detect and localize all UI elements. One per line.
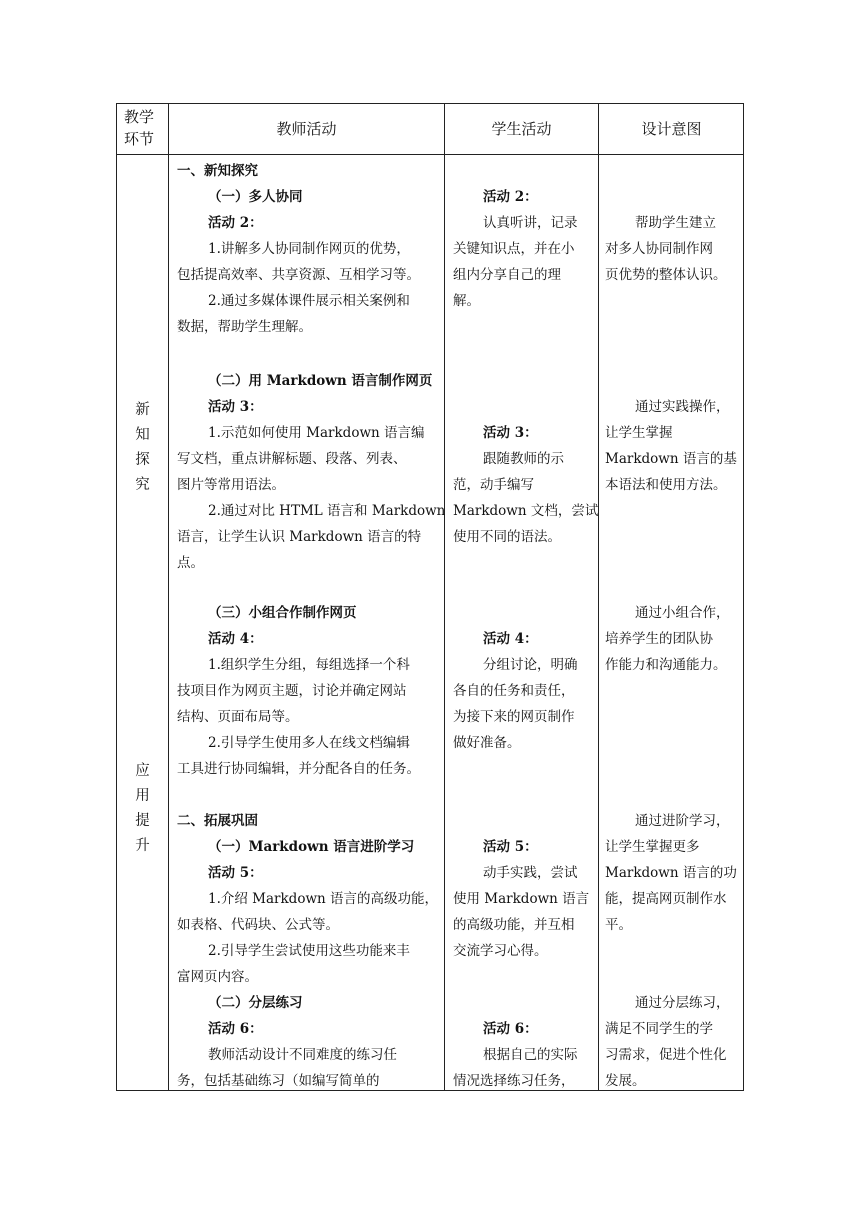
design-text: 让学生掌握更多 [605,839,700,855]
design-text: 发展。 [605,1073,646,1089]
student-text: 跟随教师的示 [483,451,564,467]
subsection-title: （一）Markdown 语言进阶学习 [208,839,415,855]
student-text: 交流学习心得。 [453,943,548,959]
column-divider [168,104,169,1090]
teacher-text: 如表格、代码块、公式等。 [177,917,339,933]
design-text: 本语法和使用方法。 [605,477,727,493]
activity-label: 活动 3： [483,425,538,441]
student-text: 关键知识点，并在小 [453,241,575,257]
design-text: 培养学生的团队协 [605,631,713,647]
student-text: 根据自己的实际 [483,1047,578,1063]
student-text: 为接下来的网页制作 [453,709,575,725]
column-divider [444,104,445,1090]
student-text: 解。 [453,293,480,309]
activity-label: 活动 2： [208,215,263,231]
design-text: Markdown 语言的功 [605,865,737,881]
teacher-text: 教师活动设计不同难度的练习任 [208,1047,397,1063]
section-new-knowledge: 新 知 探 究 [135,402,150,493]
teacher-text: 1.介绍 Markdown 语言的高级功能， [208,891,438,907]
teacher-text: 数据，帮助学生理解。 [177,319,312,335]
teacher-text: 写文档，重点讲解标题、段落、列表、 [177,451,407,467]
teacher-text: 技项目作为网页主题，讨论并确定网站 [177,683,407,699]
student-text: 组内分享自己的理 [453,267,561,283]
student-text: 使用不同的语法。 [453,529,561,545]
student-text: 各自的任务和责任， [453,683,575,699]
header-design: 设计意图 [641,120,702,138]
teacher-text: 务，包括基础练习（如编写简单的 [177,1073,380,1089]
student-text: 使用 Markdown 语言 [453,891,590,907]
teacher-text: 工具进行协同编辑，并分配各自的任务。 [177,761,420,777]
design-text: 通过实践操作， [635,399,730,415]
activity-label: 活动 3： [208,399,263,415]
teacher-text: 2.通过对比 HTML 语言和 Markdown [208,503,446,519]
part1-title: 一、新知探究 [177,163,258,179]
activity-label: 活动 6： [208,1021,263,1037]
teacher-text: 2.引导学生使用多人在线文档编辑 [208,735,410,751]
activity-label: 活动 4： [208,631,263,647]
teacher-text: 图片等常用语法。 [177,477,285,493]
student-text: 做好准备。 [453,735,521,751]
design-text: 平。 [605,917,632,933]
column-divider [598,104,599,1090]
teacher-text: 1.示范如何使用 Markdown 语言编 [208,425,425,441]
activity-label: 活动 4： [483,631,538,647]
teacher-text: 2.通过多媒体课件展示相关案例和 [208,293,410,309]
student-text: 情况选择练习任务， [453,1073,575,1089]
header-divider [117,154,743,155]
teacher-text: 包括提高效率、共享资源、互相学习等。 [177,267,420,283]
activity-label: 活动 5： [208,865,263,881]
header-teacher: 教师活动 [276,120,337,138]
design-text: 能，提高网页制作水 [605,891,727,907]
part2-title: 二、拓展巩固 [177,813,258,829]
design-text: 通过分层练习， [635,995,730,1011]
student-text: 分组讨论，明确 [483,657,578,673]
subsection-title: （一）多人协同 [208,189,303,205]
activity-label: 活动 5： [483,839,538,855]
activity-label: 活动 6： [483,1021,538,1037]
design-text: 通过进阶学习， [635,813,730,829]
teacher-text: 1.讲解多人协同制作网页的优势， [208,241,410,257]
activity-label: 活动 2： [483,189,538,205]
design-text: 帮助学生建立 [635,215,716,231]
header-stage: 教学 环节 [124,108,155,148]
design-text: 对多人协同制作网 [605,241,713,257]
subsection-title: （二）用 Markdown 语言制作网页 [208,373,433,389]
teacher-text: 结构、页面布局等。 [177,709,299,725]
design-text: 页优势的整体认识。 [605,267,727,283]
design-text: 满足不同学生的学 [605,1021,713,1037]
design-text: 习需求，促进个性化 [605,1047,727,1063]
design-text: Markdown 语言的基 [605,451,737,467]
teacher-text: 2.引导学生尝试使用这些功能来丰 [208,943,410,959]
teacher-text: 语言，让学生认识 Markdown 语言的特 [177,529,422,545]
design-text: 让学生掌握 [605,425,673,441]
student-text: 的高级功能，并互相 [453,917,575,933]
student-text: 范，动手编写 [453,477,534,493]
teacher-text: 1.组织学生分组，每组选择一个科 [208,657,410,673]
teacher-text: 点。 [177,555,204,571]
lesson-plan-table [116,103,744,1091]
teacher-text: 富网页内容。 [177,969,258,985]
section-application: 应 用 提 升 [135,763,150,854]
student-text: 认真听讲，记录 [483,215,578,231]
design-text: 通过小组合作， [635,605,730,621]
header-student: 学生活动 [491,120,552,138]
student-text: 动手实践，尝试 [483,865,578,881]
subsection-title: （三）小组合作制作网页 [208,605,357,621]
design-text: 作能力和沟通能力。 [605,657,727,673]
student-text: Markdown 文档，尝试 [453,503,599,519]
subsection-title: （二）分层练习 [208,995,303,1011]
